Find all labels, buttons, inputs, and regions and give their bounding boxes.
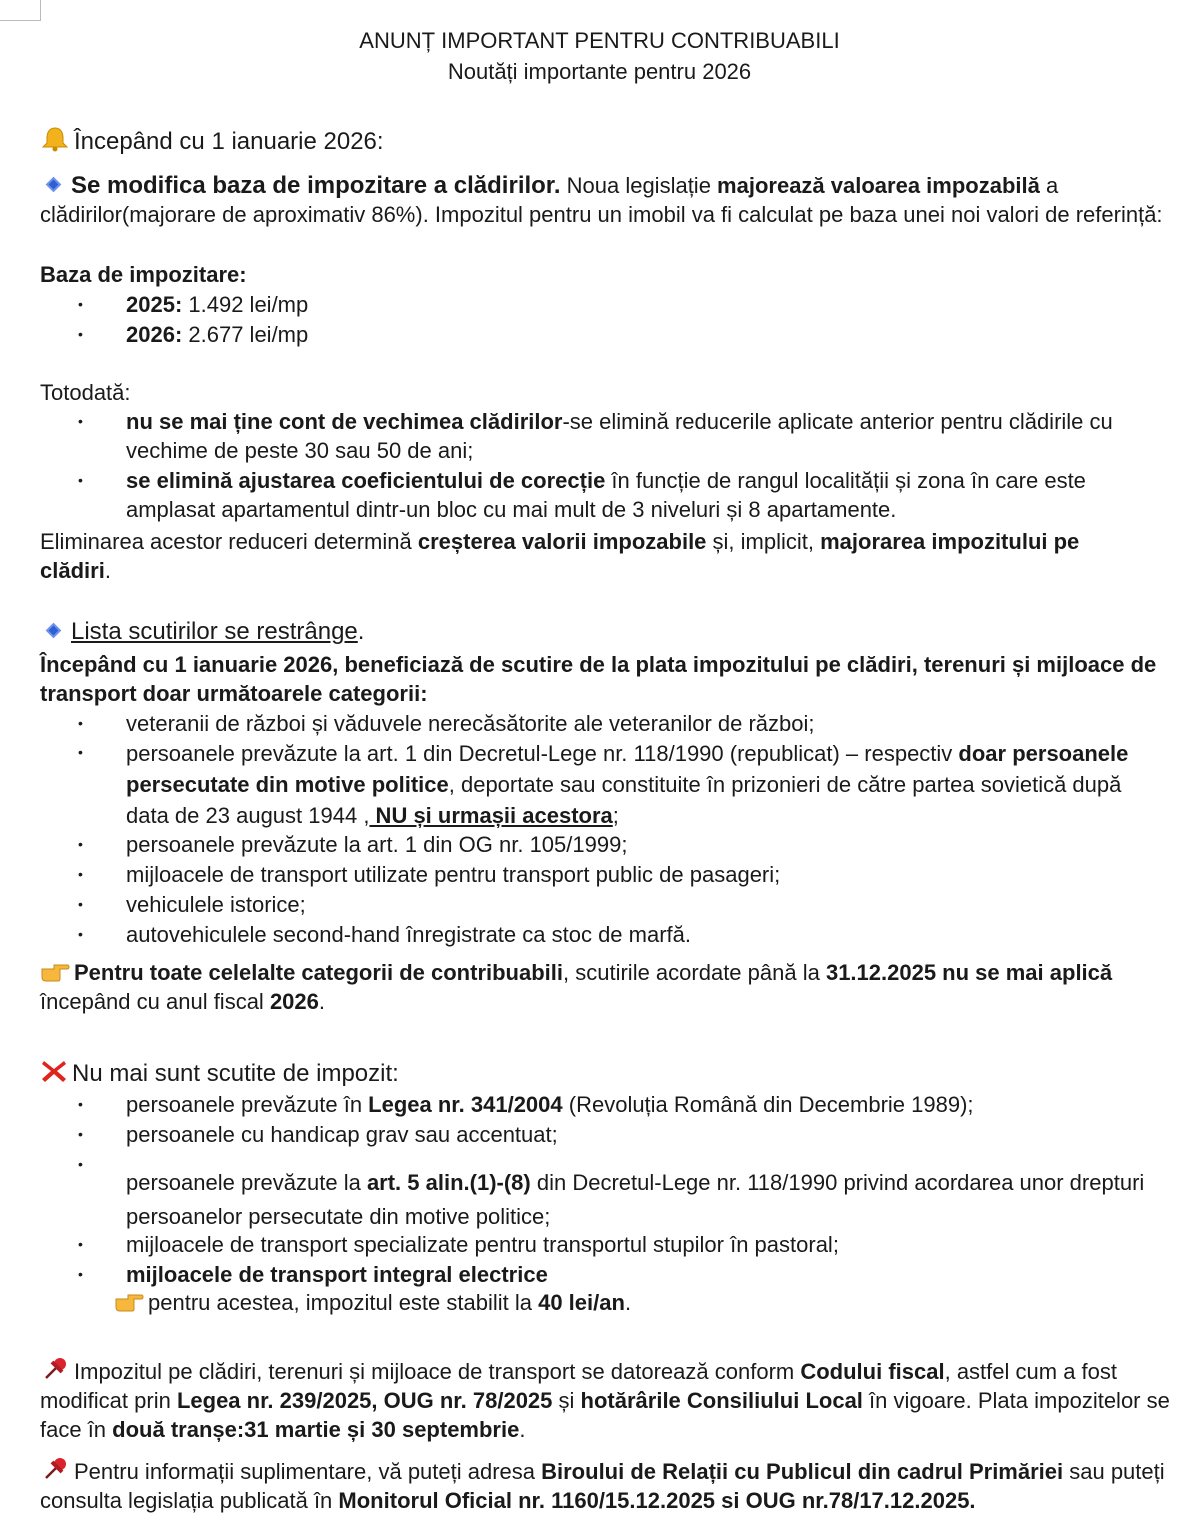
item-bold: art. 5 alin.(1)-(8) — [366, 1170, 531, 1195]
list-item — [80, 1260, 1190, 1289]
blue-diamond-icon — [46, 623, 62, 639]
bullet: • — [78, 715, 83, 731]
bullet: • — [78, 1266, 83, 1282]
bullet: • — [78, 296, 83, 312]
note-text: , scutirile acordate până la — [563, 960, 826, 985]
section2-heading — [40, 617, 1190, 646]
note-text: începând cu anul fiscal — [40, 989, 270, 1014]
bullet: • — [78, 926, 83, 942]
list-item — [80, 709, 1190, 738]
section1-heading-text: Începând cu 1 ianuarie 2026: — [74, 128, 384, 155]
note-bold: Pentru toate celelalte categorii de contribuabili — [74, 960, 564, 985]
list-item — [80, 830, 1190, 859]
intro-text-2: a clădirilor(majorare de aproximativ 86%). Impozitul pentru un imobil va fi calculat pe baza unei noi valori de referință: — [40, 173, 1163, 227]
item-end: ; — [612, 803, 619, 828]
item-bold: nu se mai ține cont de vechimea clădirilor — [126, 409, 563, 434]
bullet: • — [78, 1126, 83, 1142]
bullet: • — [78, 896, 83, 912]
conclusion-text: Eliminarea acestor reduceri determină — [40, 529, 418, 554]
para-text: , astfel cum a fost modificat prin — [40, 1359, 1117, 1413]
base-value: 2.677 lei/mp — [182, 322, 309, 347]
list-item-text — [80, 738, 1170, 831]
para-bold: Legea nr. 239/2025, OUG nr. 78/2025 — [176, 1388, 553, 1413]
bullet: • — [78, 1096, 83, 1112]
blue-diamond-icon — [46, 177, 62, 193]
page-corner-mark — [0, 0, 41, 21]
pointing-hand-icon — [40, 959, 70, 983]
item-text: persoanele prevăzute la art. 1 din Decretul-Lege nr. 118/1990 (republicat) – respectiv — [126, 741, 959, 766]
section2-heading-end: . — [357, 618, 365, 645]
note-end: . — [624, 1290, 632, 1315]
para-text: sau puteți consulta legislația publicată în — [40, 1459, 1165, 1513]
para-text: și — [552, 1388, 581, 1413]
item-text: persoanele prevăzute la — [126, 1170, 367, 1195]
conclusion-text: și, implicit, — [706, 529, 821, 554]
item-text: persoanele prevăzute în — [126, 1092, 369, 1117]
list-item-text — [80, 466, 1180, 524]
page-title: ANUNȚ IMPORTANT PENTRU CONTRIBUABILI — [359, 28, 840, 53]
item-text: autovehiculele second-hand înregistrate ca stoc de marfă. — [126, 922, 691, 947]
item-text: veteranii de război și văduvele nerecăsătorite ale veteranilor de război; — [126, 711, 815, 736]
list-item-text — [80, 1166, 1190, 1234]
para-end: . — [519, 1417, 526, 1442]
section1-conclusion — [40, 527, 1150, 585]
note-text: pentru acestea, impozitul este stabilit la — [148, 1290, 539, 1315]
item-text: -se elimină reducerile aplicate anterior pentru clădirile cu vechime de peste 30 sau 50 de ani; — [126, 409, 1113, 463]
item-bold: Legea nr. 341/2004 — [368, 1092, 563, 1117]
list-item — [80, 890, 1190, 919]
item-text: vehiculele istorice; — [126, 892, 306, 917]
pushpin-icon — [40, 1356, 70, 1382]
electric-note — [114, 1288, 1114, 1317]
para-bold: două tranșe — [112, 1417, 237, 1442]
note-bold: 2026 — [269, 989, 319, 1014]
para-bold: Monitorul Oficial nr. 1160/15.12.2025 si OUG nr.78/17.12.2025. — [338, 1488, 976, 1513]
bullet: • — [78, 472, 83, 488]
contact-paragraph — [40, 1456, 1190, 1515]
bullet: • — [78, 866, 83, 882]
item-bold-underline: NU și urmașii acestora — [369, 803, 613, 828]
note-end: . — [318, 989, 326, 1014]
base-value: 1.492 lei/mp — [182, 292, 309, 317]
intro-bold-2: majorează valoarea impozabilă — [717, 173, 1040, 198]
para-bold: :31 martie și 30 septembrie — [236, 1417, 520, 1442]
base-label: Baza de impozitare: — [40, 262, 247, 287]
item-text: persoanele prevăzute la art. 1 din OG nr. 105/1999; — [126, 832, 628, 857]
item-text: din Decretul-Lege nr. 118/1990 privind acordarea unor drepturi persoanelor persecutate din motive politice; — [126, 1170, 1145, 1229]
list-item — [80, 860, 1190, 889]
bullet: • — [78, 326, 83, 342]
pointing-hand-icon — [114, 1289, 144, 1313]
bullet: • — [78, 1236, 83, 1252]
list-item — [80, 1230, 1190, 1259]
item-bold: se elimină ajustarea coeficientului de corecție — [126, 468, 606, 493]
item-text: mijloacele de transport utilizate pentru transport public de pasageri; — [126, 862, 781, 887]
list-item — [80, 1090, 1190, 1119]
item-text: persoanele cu handicap grav sau accentuat; — [126, 1122, 558, 1147]
para-text: Impozitul pe clădiri, terenuri și mijloace de transport se datorează conform — [74, 1359, 801, 1384]
conclusion-bold: majorarea impozitului pe clădiri — [40, 529, 1080, 583]
bell-icon — [40, 126, 70, 152]
list-item — [80, 920, 1190, 949]
bullet: • — [78, 413, 83, 429]
section3-heading — [40, 1058, 1190, 1088]
conclusion-bold: creșterea valorii impozabile — [417, 529, 707, 554]
para-bold: hotărârile Consiliului Local — [580, 1388, 863, 1413]
list-item — [80, 290, 1190, 319]
bullet: • — [78, 836, 83, 852]
section2-heading-text: Lista scutirilor se restrânge — [71, 618, 358, 645]
item-text: mijloacele de transport integral electrice — [126, 1262, 548, 1287]
conclusion-text: . — [104, 558, 111, 583]
legal-basis-paragraph — [40, 1356, 1190, 1444]
list-item-text — [80, 407, 1199, 465]
item-text: în funcție de rangul localității și zona în care este amplasat apartamentul dintr-un bloc cu mai mult de 3 niveluri și 8 apartamente. — [126, 468, 1086, 522]
para-text: Pentru informații suplimentare, vă puteți adresa — [74, 1459, 542, 1484]
item-text: mijloacele de transport specializate pentru transportul stupilor în pastoral; — [126, 1232, 839, 1257]
red-cross-icon — [40, 1058, 68, 1084]
base-year: 2026: — [126, 322, 183, 347]
bullet: • — [78, 744, 83, 760]
also-label: Totodată: — [40, 380, 131, 405]
para-text: în vigoare. Plata impozitelor se face în — [40, 1388, 1170, 1442]
section2-intro: Începând cu 1 ianuarie 2026, beneficiază de scutire de la plata impozitului pe clădiri, terenuri și mijloace de transport doar următoarele categorii: — [40, 652, 1157, 706]
pushpin-icon — [40, 1456, 70, 1482]
note-bold: 40 lei/an — [538, 1290, 625, 1315]
base-year: 2025: — [126, 292, 183, 317]
item-text: (Revoluția Română din Decembrie 1989); — [562, 1092, 974, 1117]
page-subtitle: Noutăți importante pentru 2026 — [447, 59, 752, 84]
section2-note — [40, 958, 1190, 1016]
item-bold: doar persoanele persecutate din motive politice — [126, 741, 1129, 797]
intro-text: Noua legislație — [560, 173, 718, 198]
note-bold: 31.12.2025 nu se mai aplică — [825, 960, 1113, 985]
bullet: • — [78, 1156, 83, 1172]
section1-heading — [40, 126, 1190, 156]
para-bold: Codului fiscal — [800, 1359, 945, 1384]
list-item — [80, 1120, 1190, 1149]
section3-heading-text: Nu mai sunt scutite de impozit: — [72, 1060, 399, 1087]
section1-intro — [40, 171, 1190, 229]
list-item — [80, 320, 1190, 349]
para-bold: Biroului de Relații cu Publicul din cadrul Primăriei — [541, 1459, 1064, 1484]
intro-bold: Se modifica baza de impozitare a clădirilor. — [71, 172, 561, 199]
item-text: , deportate sau constituite în prizonieri de către partea sovietică după data de 23 august 1944 , — [126, 772, 1122, 828]
